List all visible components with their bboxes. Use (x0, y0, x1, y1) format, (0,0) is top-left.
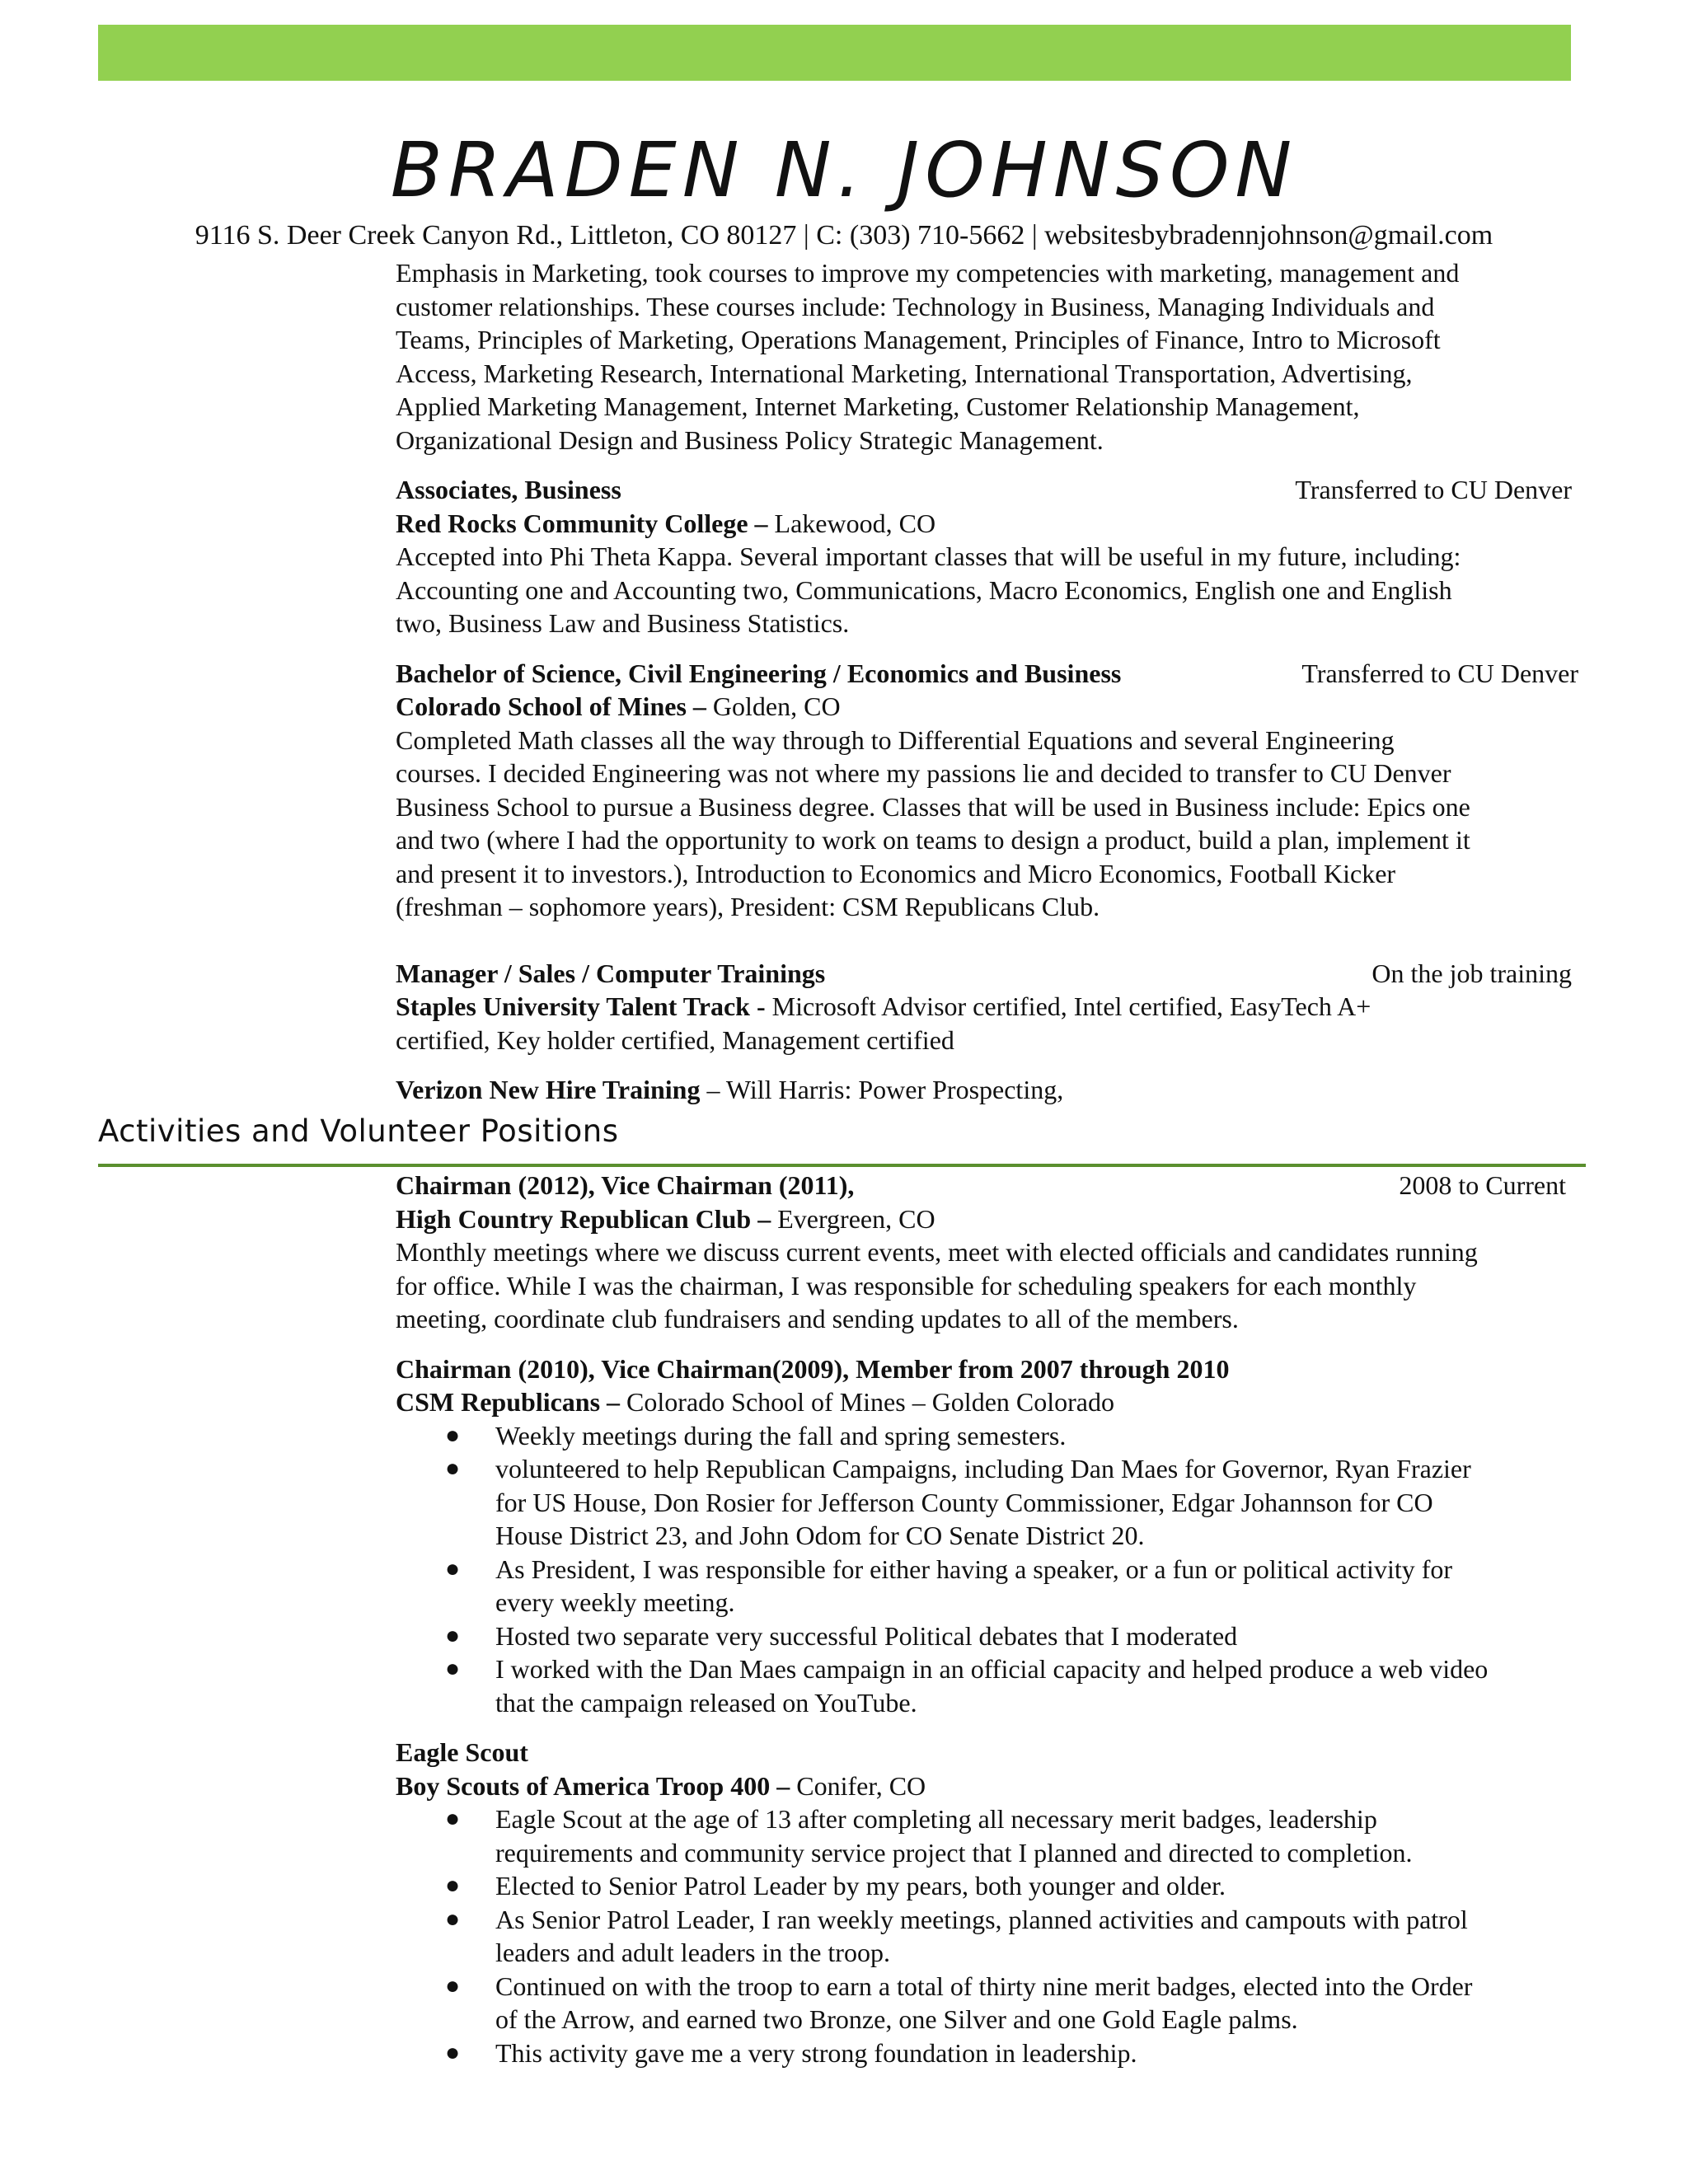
organization-name: Boy Scouts of America Troop 400 – (396, 1770, 790, 1801)
verizon-program: Verizon New Hire Training (396, 1075, 701, 1104)
organization-location: Conifer, CO (790, 1770, 926, 1801)
contact-line: 9116 S. Deer Creek Canyon Rd., Littleton, CO 80127 | C: (303) 710-5662 | websitesbybradennjohnson@gmail.com (195, 220, 1493, 251)
school-name: Red Rocks Community College – (396, 508, 768, 538)
text-line: Applied Marketing Management, Internet Marketing, Customer Relationship Management, (396, 391, 1360, 421)
bullet-icon: ● (445, 2038, 461, 2066)
organization-name: High Country Republican Club – (396, 1203, 771, 1234)
scouts-bullet-list (396, 1802, 1578, 2069)
list-item: ● As President, I was responsible for either having a speaker, or a fun or political activity for every weekly meeting. (445, 1554, 1453, 1617)
text-line: and two (where I had the opportunity to work on teams to design a product, build a plan, implement it (396, 825, 1470, 855)
degree-status: Transferred to CU Denver (1301, 658, 1578, 688)
bullet-icon: ● (445, 1805, 461, 1832)
organization-name: CSM Republicans – (396, 1387, 621, 1417)
candidate-name: BRADEN N. JOHNSON (390, 126, 1298, 214)
text-line: meeting, coordinate club fundraisers and sending updates to all of the members. (396, 1304, 1239, 1333)
list-item: ● This activity gave me a very strong foundation in leadership. (396, 2036, 1578, 2070)
staples-program: Staples University Talent Track - (396, 991, 766, 1021)
bullet-icon: ● (445, 1872, 461, 1899)
activity-entry-scouts (396, 1736, 1578, 2069)
text-line: Access, Marketing Research, International Marketing, International Transportation, Advertising, (396, 358, 1413, 388)
activities-block (396, 1169, 1578, 2069)
text-line: Monthly meetings where we discuss current events, meet with elected officials and candidates running (396, 1237, 1478, 1267)
list-item: ● Hosted two separate very successful Political debates that I moderated (396, 1619, 1578, 1653)
activity-title: Eagle Scout (396, 1737, 528, 1767)
degree-title: Bachelor of Science, Civil Engineering / Economics and Business (396, 658, 1122, 688)
bullet-icon: ● (445, 1971, 461, 1999)
bullet-icon: ● (445, 1655, 461, 1682)
verizon-details: – Will Harris: Power Prospecting, (700, 1075, 1064, 1104)
organization-location: Evergreen, CO (771, 1203, 935, 1234)
activity-title: Chairman (2012), Vice Chairman (2011), (396, 1170, 855, 1200)
section-divider (98, 1164, 1586, 1167)
text-line: for office. While I was the chairman, I was responsible for scheduling speakers for each monthly (396, 1270, 1417, 1301)
degree-status: Transferred to CU Denver (1295, 475, 1572, 504)
text-line: and present it to investors.), Introduction to Economics and Micro Economics, Football Kicker (396, 858, 1396, 888)
text-line: customer relationships. These courses include: Technology in Business, Managing Individuals and (396, 291, 1435, 321)
training-title: Manager / Sales / Computer Trainings (396, 958, 826, 988)
bullet-icon: ● (445, 1554, 461, 1582)
text-line: Business School to pursue a Business degree. Classes that will be used in Business include: Epics one (396, 791, 1470, 822)
text-line: certified, Key holder certified, Management certified (396, 1024, 954, 1055)
school-location: Lakewood, CO (767, 508, 936, 538)
list-item: ● As Senior Patrol Leader, I ran weekly meetings, planned activities and campouts with patrol leaders and adult leaders in the troop. (445, 1904, 1468, 1967)
list-item: ● I worked with the Dan Maes campaign in an official capacity and helped produce a web video that the campaign released on YouTube. (445, 1654, 1489, 1718)
education-block (396, 256, 1578, 1107)
list-item: ● volunteered to help Republican Campaigns, including Dan Maes for Governor, Ryan Frazier for US House, Don Rosier for Jefferson County Commissioner, Edgar Johannson for CO House District 23, and John Odom for CO Senate District 20. (445, 1454, 1471, 1550)
list-item: ● Elected to Senior Patrol Leader by my pears, both younger and older. (396, 1869, 1578, 1903)
organization-location: Colorado School of Mines – Golden Colorado (620, 1387, 1114, 1417)
education-entry-mines (396, 657, 1578, 924)
staples-certs: Microsoft Advisor certified, Intel certified, EasyTech A+ (765, 991, 1372, 1021)
school-name: Colorado School of Mines – (396, 691, 706, 721)
text-line: two, Business Law and Business Statistics. (396, 608, 850, 638)
text-line: Teams, Principles of Marketing, Operations Management, Principles of Finance, Intro to Microsoft (396, 325, 1441, 354)
section-title: Activities and Volunteer Positions (98, 1113, 619, 1149)
list-item: ● Continued on with the troop to earn a total of thirty nine merit badges, elected into the Order of the Arrow, and earned two Bronze, one Silver and one Gold Eagle palms. (445, 1971, 1473, 2034)
education-entry-rrcc (396, 473, 1578, 640)
text-line: Completed Math classes all the way through to Differential Equations and several Engineering (396, 724, 1395, 755)
cu-denver-description (396, 256, 1578, 457)
text-line: Accepted into Phi Theta Kappa. Several important classes that will be useful in my future, including: (396, 541, 1461, 571)
bullet-icon: ● (445, 1621, 461, 1649)
training-entry (396, 957, 1578, 1107)
accent-bar (98, 25, 1571, 81)
list-item: ● Weekly meetings during the fall and spring semesters. (396, 1419, 1578, 1453)
list-item: ● Eagle Scout at the age of 13 after completing all necessary merit badges, leadership requirements and community service project that I planned and directed to completion. (445, 1804, 1413, 1868)
activity-entry-hcrc (396, 1169, 1578, 1336)
csm-bullet-list (396, 1419, 1578, 1720)
bullet-icon: ● (445, 1421, 461, 1449)
school-location: Golden, CO (706, 691, 841, 721)
text-line: courses. I decided Engineering was not where my passions lie and decided to transfer to CU Denver (396, 758, 1451, 788)
text-line: (freshman – sophomore years), President: CSM Republicans Club. (396, 892, 1100, 921)
text-line: Emphasis in Marketing, took courses to improve my competencies with marketing, management and (396, 258, 1460, 288)
bullet-icon: ● (445, 1905, 461, 1933)
activity-entry-csm (396, 1352, 1578, 1720)
text-line: Accounting one and Accounting two, Communications, Macro Economics, English one and English (396, 574, 1452, 605)
degree-title: Associates, Business (396, 475, 621, 504)
training-status: On the job training (1372, 958, 1572, 988)
bullet-icon: ● (445, 1455, 461, 1482)
text-line: Organizational Design and Business Policy Strategic Management. (396, 424, 1104, 455)
activity-dates: 2008 to Current (1399, 1170, 1566, 1200)
activities-section-header (98, 1108, 1586, 1167)
activity-title: Chairman (2010), Vice Chairman(2009), Member from 2007 through 2010 (396, 1353, 1230, 1384)
